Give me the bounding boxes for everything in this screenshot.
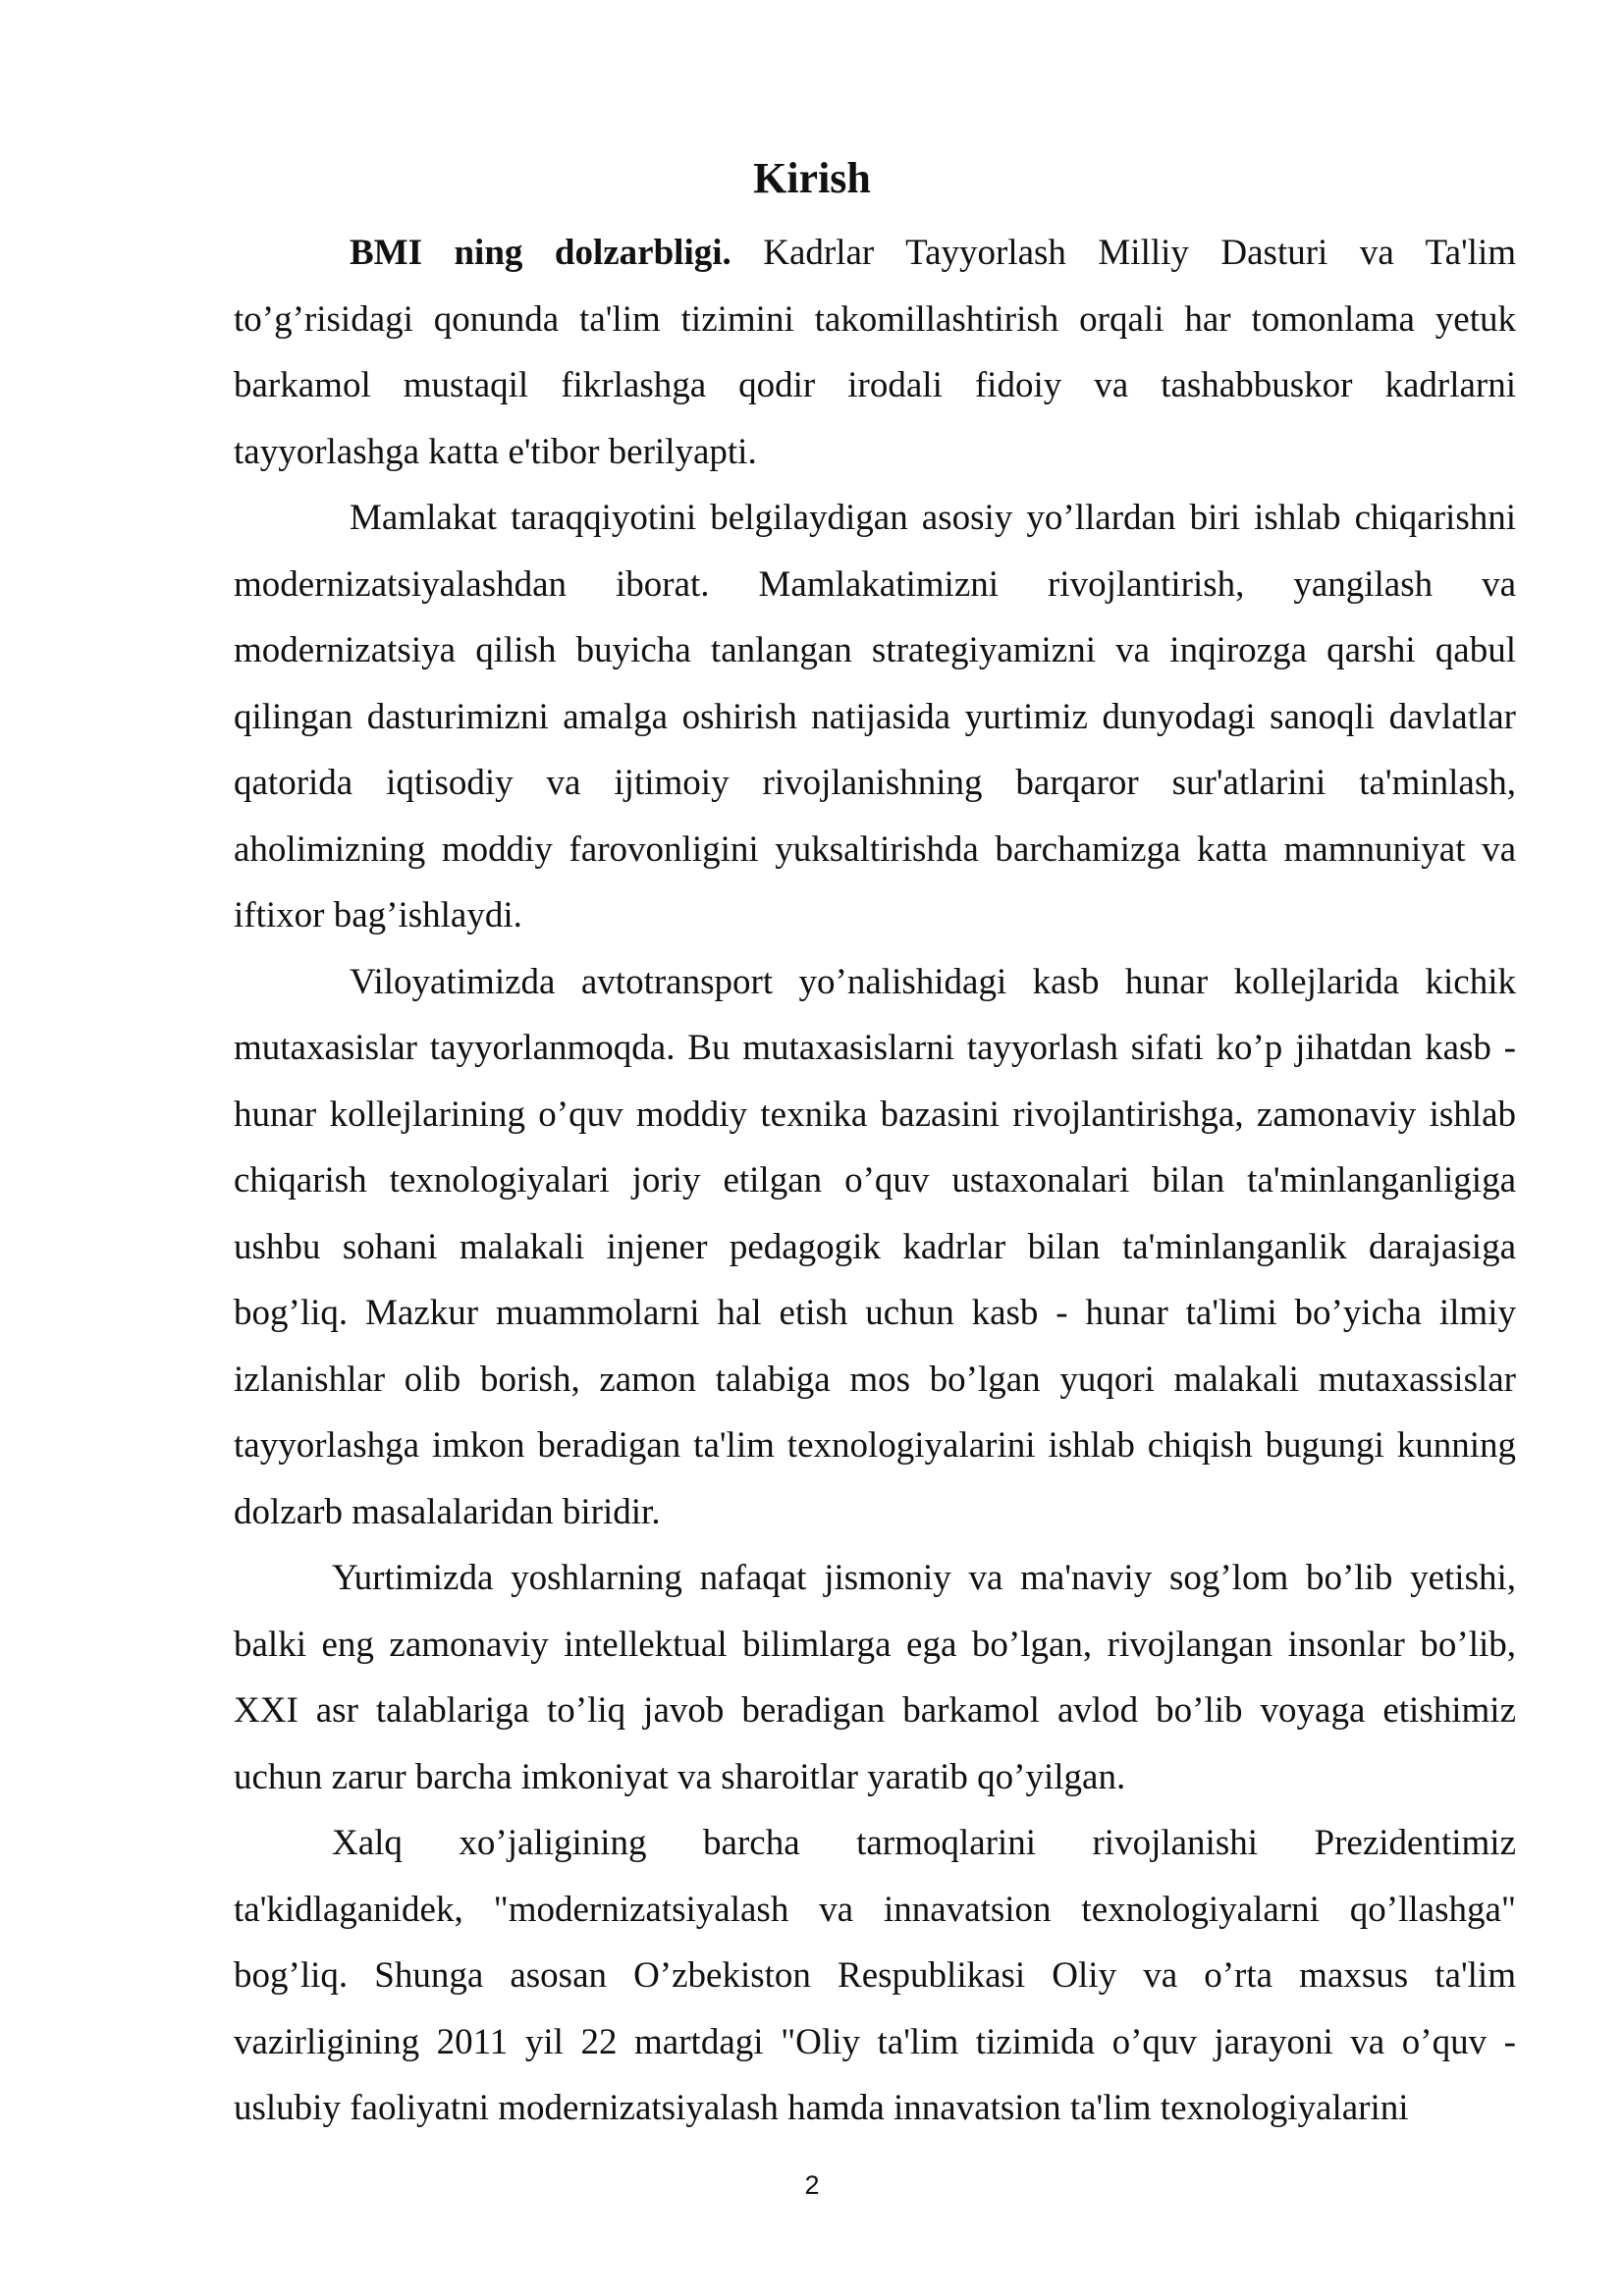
paragraph-relevance — [234, 220, 1516, 485]
paragraph-text: Kadrlar Tayyorlash Milliy Dasturi va Ta'lim to’g’risidagi qonunda ta'lim tizimini takomillashtirish orqali har tomonlama yetuk barkamol mustaqil fikrlashga qodir irodali fidoiy va tashabbuskor kadrlarni tayyorlashga katta e'tibor berilyapti. — [234, 233, 1516, 472]
page-title: Kirish — [753, 154, 871, 202]
page-number: 2 — [804, 2170, 820, 2200]
paragraph-colleges: Viloyatimizda avtotransport yo’nalishidagi kasb hunar kollejlarida kichik mutaxasislar tayyorlanmoqda. Bu mutaxasislarni tayyorlash sifati ko’p jihatdan kasb - hunar kollejlarining o’quv moddiy texnika bazasini rivojlantirishga, zamonaviy ishlab chiqarish texnologiyalari joriy etilgan o’quv ustaxonalari bilan ta'minlanganligiga ushbu sohani malakali injener pedagogik kadrlar bilan ta'minlanganlik darajasiga bog’liq. Mazkur muammolarni hal etish uchun kasb - hunar ta'limi bo’yicha ilmiy izlanishlar olib borish, zamon talabiga mos bo’lgan yuqori malakali mutaxassislar tayyorlashga imkon beradigan ta'lim texnologiyalarini ishlab chiqish bugungi kunning dolzarb masalalaridan biridir. — [234, 961, 1516, 1532]
paragraph-national-economy: Xalq xo’jaligining barcha tarmoqlarini rivojlanishi Prezidentimiz ta'kidlaganidek, "modernizatsiyalash va innavatsion texnologiyalarni qo’llashga" bog’liq. Shunga asosan O’zbekiston Respublikasi Oliy va o’rta maxsus ta'lim vazirligining 2011 yil 22 martdagi "Oliy ta'lim tizimida o’quv jarayoni va o’quv - uslubiy faoliyatni modernizatsiyalash hamda innavatsion ta'lim texnologiyalarini — [234, 1823, 1516, 2128]
document-body — [234, 220, 1516, 2142]
section-lead-heading: BMI ning dolzarbligi. — [350, 233, 731, 273]
paragraph-modernization: Mamlakat taraqqiyotini belgilaydigan asosiy yo’llardan biri ishlab chiqarishni modernizatsiyalashdan iborat. Mamlakatimizni rivojlantirish, yangilash va modernizatsiya qilish buyicha tanlangan strategiyamizni va inqirozga qarshi qabul qilingan dasturimizni amalga oshirish natijasida yurtimiz dunyodagi sanoqli davlatlar qatorida iqtisodiy va ijtimoiy rivojlanishning barqaror sur'atlarini ta'minlash, aholimizning moddiy farovonligini yuksaltirishda barchamizga katta mamnuniyat va iftixor bag’ishlaydi. — [234, 498, 1516, 935]
paragraph-youth: Yurtimizda yoshlarning nafaqat jismoniy va ma'naviy sog’lom bo’lib yetishi, balki eng zamonaviy intellektual bilimlarga ega bo’lgan, rivojlangan insonlar bo’lib, XXI asr talablariga to’liq javob beradigan barkamol avlod bo’lib voyaga etishimiz uchun zarur barcha imkoniyat va sharoitlar yaratib qo’yilgan. — [234, 1558, 1516, 1797]
